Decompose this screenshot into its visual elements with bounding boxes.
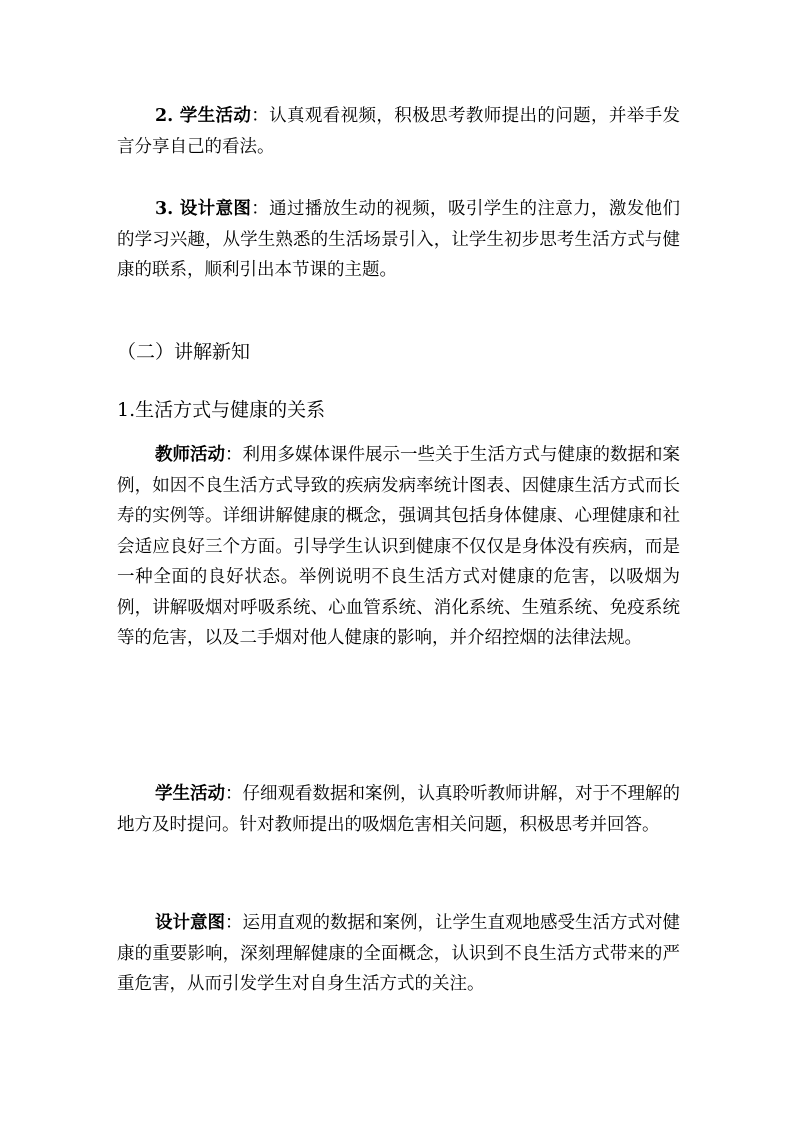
student-activity-label: 2. 学生活动 <box>155 106 252 126</box>
teacher-activity-paragraph <box>117 440 680 654</box>
subsection-heading: 1.生活方式与健康的关系 <box>117 399 326 421</box>
student-activity-2-paragraph <box>117 779 680 840</box>
student-activity-2-text: ：仔细观看数据和案例，认真聆听教师讲解，对于不理解的地方及时提问。针对教师提出的吸烟危害相关问题，积极思考并回答。 <box>117 784 680 835</box>
teacher-activity-text: ：利用多媒体课件展示一些关于生活方式与健康的数据和案例，如因不良生活方式导致的疾病发病率统计图表、因健康生活方式而长寿的实例等。详细讲解健康的概念，强调其包括身体健康、心理健康和社会适应良好三个方面。引导学生认识到健康不仅仅是身体没有疾病，而是一种全面的良好状态。举例说明不良生活方式对健康的危害，以吸烟为例，讲解吸烟对呼吸系统、心血管系统、消化系统、生殖系统、免疫系统等的危害，以及二手烟对他人健康的影响，并介绍控烟的法律法规。 <box>117 445 680 648</box>
design-intent-text: ：通过播放生动的视频，吸引学生的注意力，激发他们的学习兴趣，从学生熟悉的生活场景引入，让学生初步思考生活方式与健康的联系，顺利引出本节课的主题。 <box>117 199 680 280</box>
design-intent-2-paragraph <box>117 908 680 1000</box>
design-intent-2-label: 设计意图 <box>155 913 225 933</box>
design-intent-2-text: ：运用直观的数据和案例，让学生直观地感受生活方式对健康的重要影响，深刻理解健康的全面概念，认识到不良生活方式带来的严重危害，从而引发学生对自身生活方式的关注。 <box>117 913 680 994</box>
section-heading: （二）讲解新知 <box>117 341 251 363</box>
student-activity-paragraph <box>117 101 680 162</box>
student-activity-text: ：认真观看视频，积极思考教师提出的问题，并举手发言分享自己的看法。 <box>117 106 680 157</box>
design-intent-paragraph <box>117 194 680 286</box>
teacher-activity-label: 教师活动 <box>155 445 225 465</box>
design-intent-label: 3. 设计意图 <box>155 199 252 219</box>
student-activity-2-label: 学生活动 <box>155 784 225 804</box>
